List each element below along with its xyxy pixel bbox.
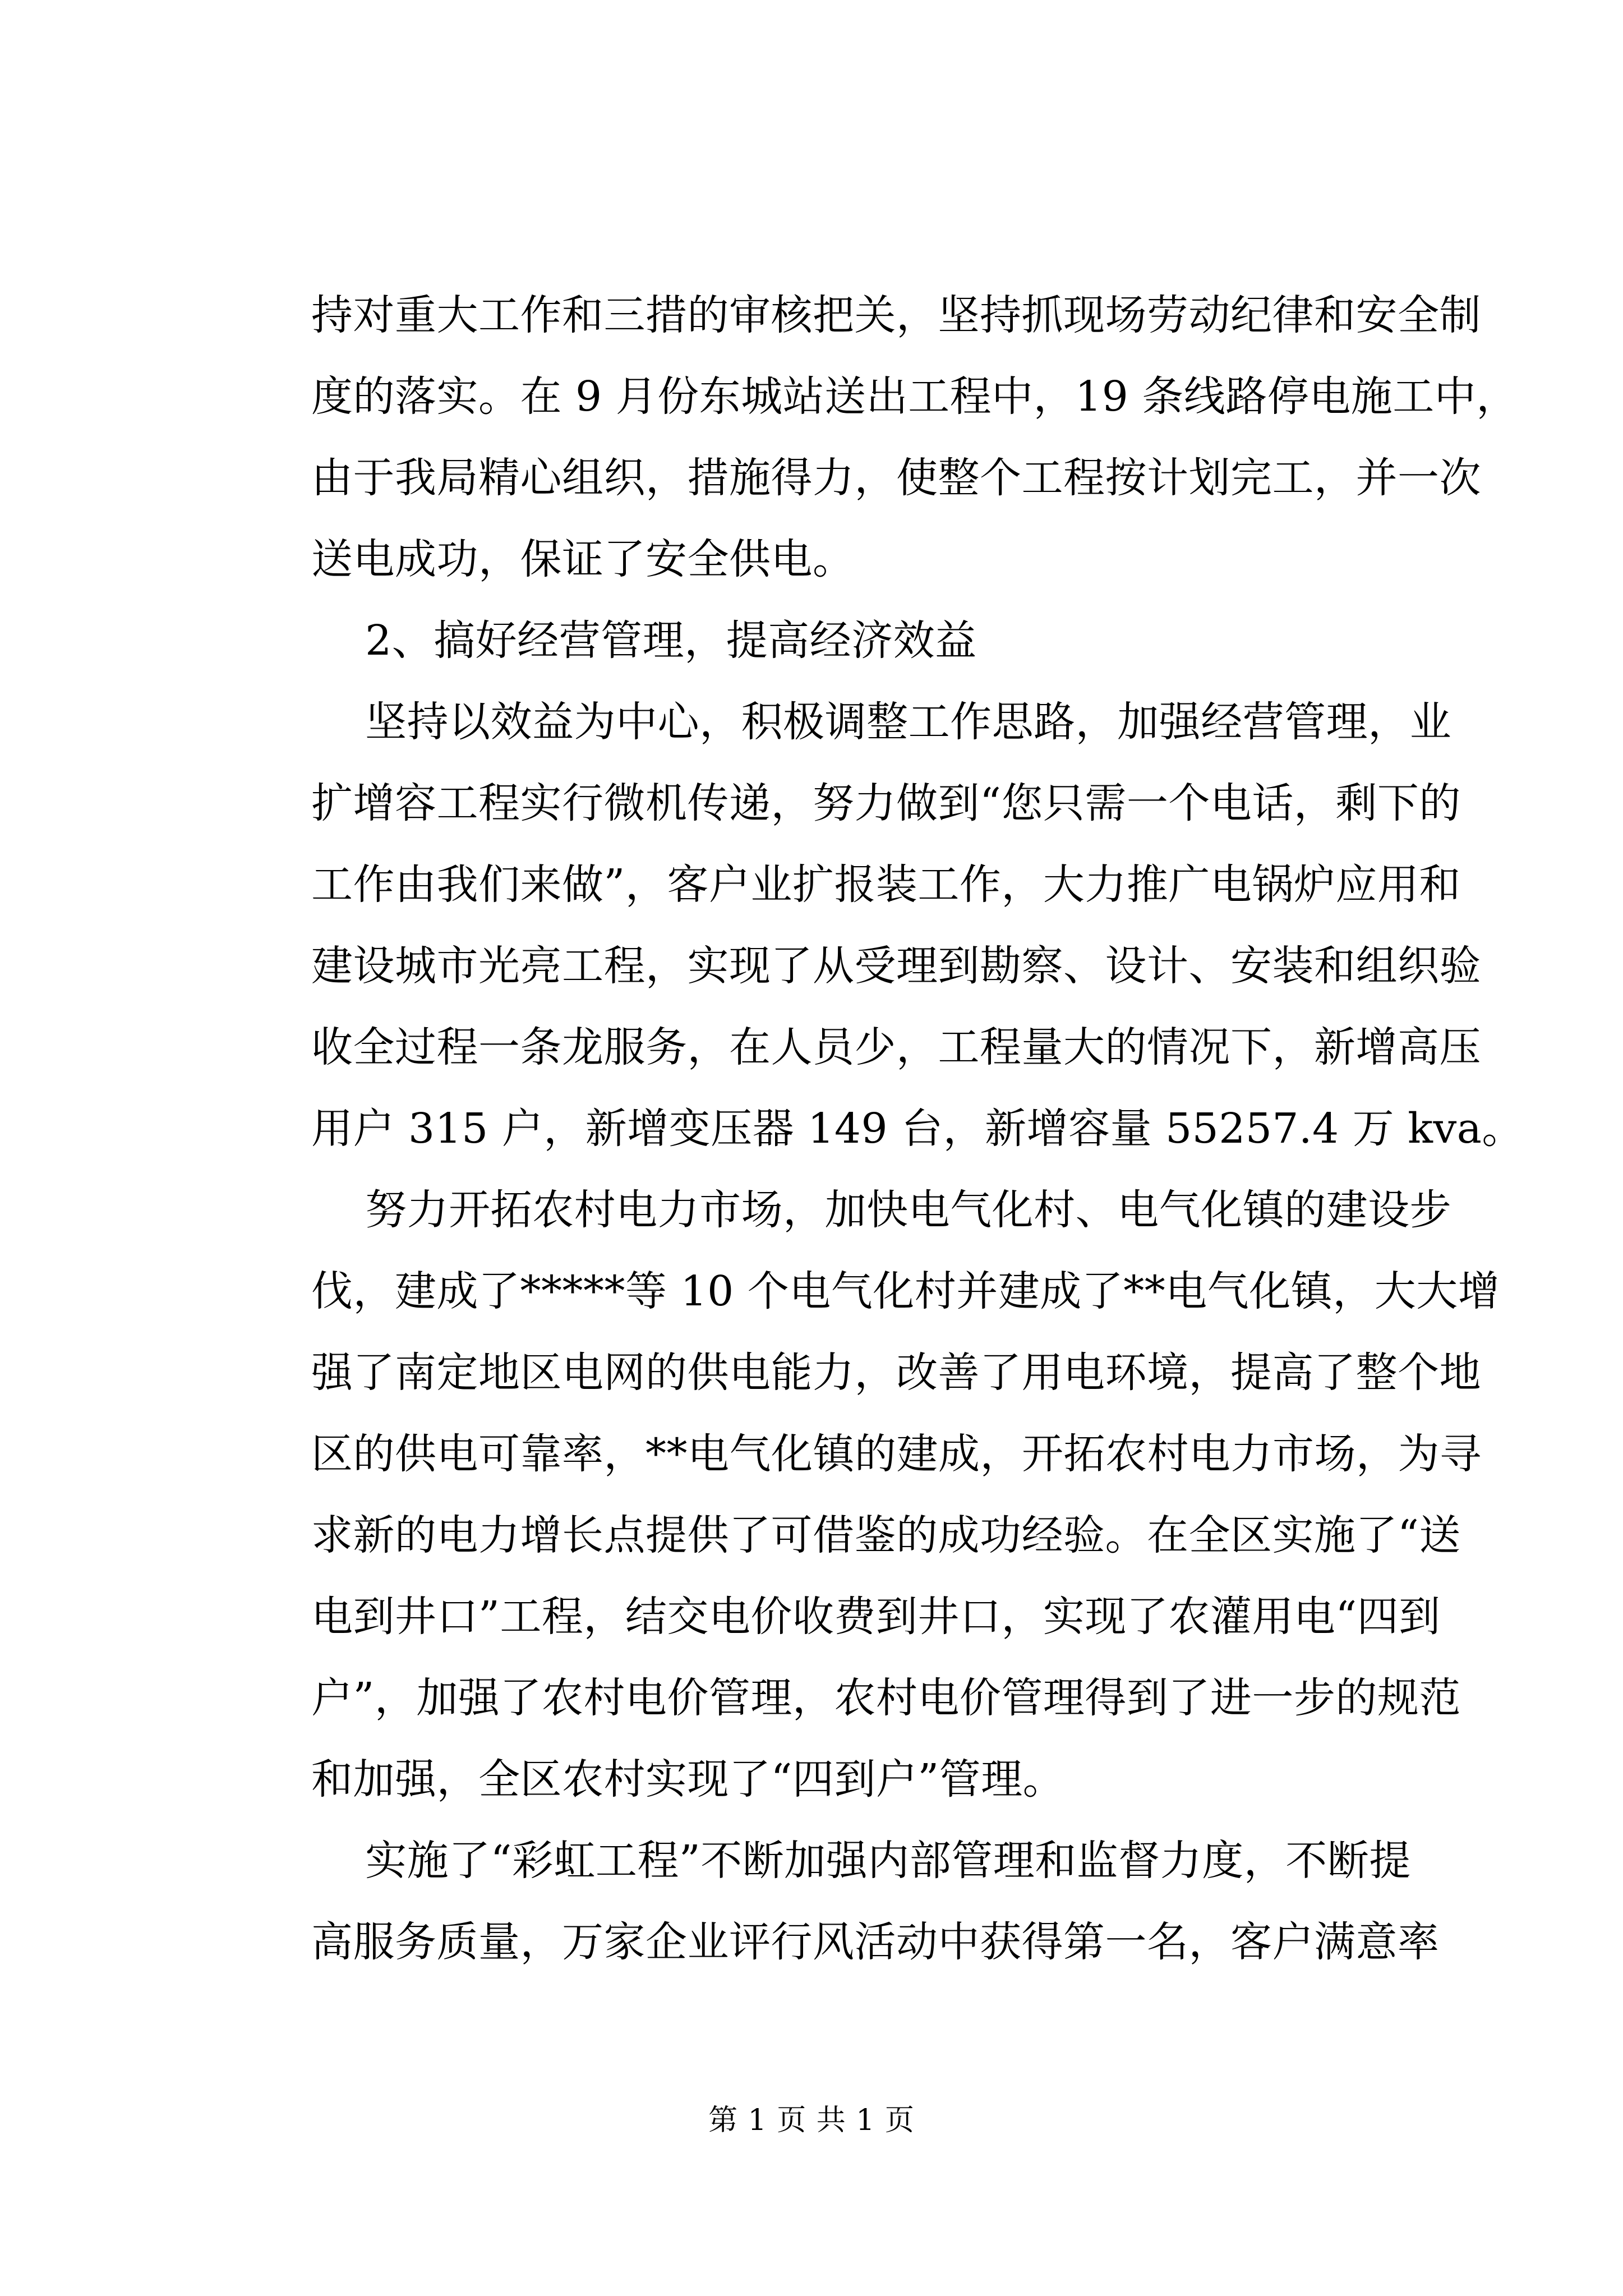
text-line: 扩增容工程实行微机传递，努力做到“您只需一个电话，剩下的 <box>311 779 1461 827</box>
text-line: 电到井口”工程，结交电价收费到井口，实现了农灌用电“四到 <box>311 1593 1441 1641</box>
text-line: 求新的电力增长点提供了可借鉴的成功经验。在全区实施了“送 <box>311 1511 1461 1559</box>
section-heading: 2、搞好经营管理，提高经济效益 <box>311 616 977 665</box>
text-line: 由于我局精心组织，措施得力，使整个工程按计划完工，并一次 <box>311 454 1481 502</box>
page-footer: 第 1 页 共 1 页 <box>708 2104 915 2137</box>
text-line: 伐，建成了*****等 10 个电气化村并建成了**电气化镇，大大增 <box>311 1267 1500 1315</box>
text-line: 用户 315 户，新增变压器 149 台，新增容量 55257.4 万 kva。 <box>311 1105 1524 1153</box>
text-line: 建设城市光亮工程，实现了从受理到勘察、设计、安装和组织验 <box>311 942 1481 990</box>
text-line: 持对重大工作和三措的审核把关，坚持抓现场劳动纪律和安全制 <box>311 291 1481 339</box>
text-line: 坚持以效益为中心，积极调整工作思路，加强经营管理，业 <box>311 698 1452 746</box>
text-line: 户”，加强了农村电价管理，农村电价管理得到了进一步的规范 <box>311 1674 1461 1722</box>
body-text <box>311 275 1524 1983</box>
text-line: 度的落实。在 9 月份东城站送出工程中，19 条线路停电施工中， <box>311 372 1518 421</box>
text-line: 收全过程一条龙服务，在人员少，工程量大的情况下，新增高压 <box>311 1023 1481 1071</box>
text-line: 送电成功，保证了安全供电。 <box>311 535 855 583</box>
text-line: 和加强，全区农村实现了“四到户”管理。 <box>311 1755 1065 1803</box>
text-line: 强了南定地区电网的供电能力，改善了用电环境，提高了整个地 <box>311 1349 1481 1397</box>
text-line: 努力开拓农村电力市场，加快电气化村、电气化镇的建设步 <box>311 1186 1452 1234</box>
text-line: 实施了“彩虹工程”不断加强内部管理和监督力度，不断提 <box>311 1837 1411 1885</box>
text-line: 高服务质量，万家企业评行风活动中获得第一名，客户满意率 <box>311 1918 1440 1966</box>
text-line: 区的供电可靠率，**电气化镇的建成，开拓农村电力市场，为寻 <box>311 1430 1482 1478</box>
text-line: 工作由我们来做”，客户业扩报装工作，大力推广电锅炉应用和 <box>311 861 1461 909</box>
